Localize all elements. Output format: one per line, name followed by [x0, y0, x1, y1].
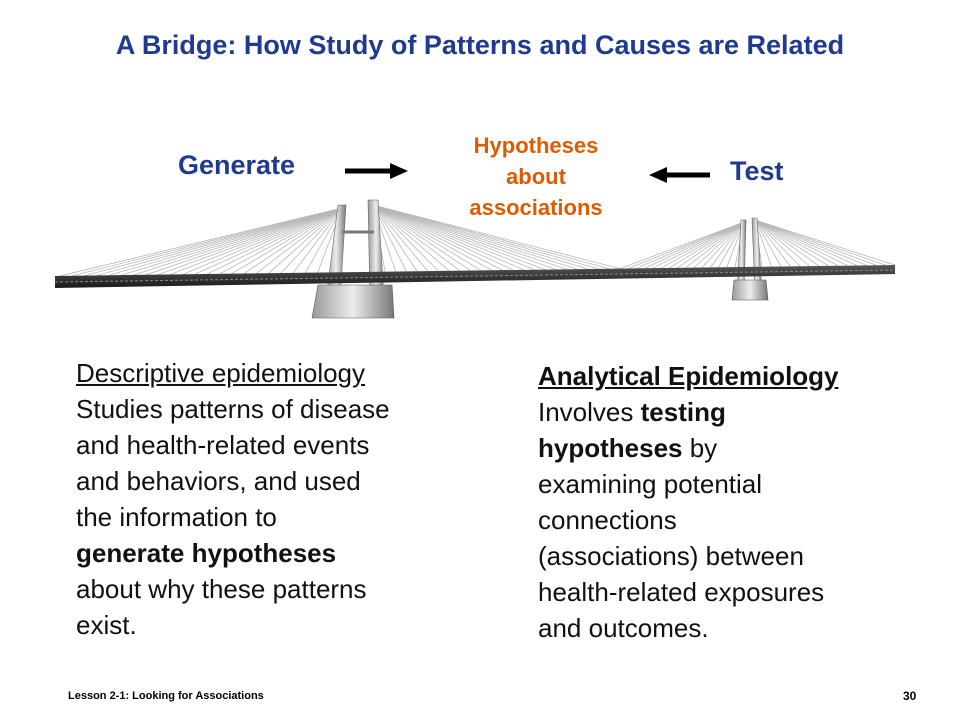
hypotheses-text: hypotheses: [538, 433, 683, 463]
descriptive-line: about why these patterns: [76, 574, 367, 604]
analytical-line: health-related exposures: [538, 577, 825, 607]
by-text: by: [682, 433, 718, 463]
analytical-line: (associations) between: [538, 541, 804, 571]
analytical-line: connections: [538, 505, 677, 535]
analytical-section: [538, 358, 918, 646]
generate-label: Generate: [178, 150, 296, 180]
lesson-footer: Lesson 2-1: Looking for Associations: [68, 690, 264, 702]
hypotheses-line-2: about: [506, 164, 566, 189]
descriptive-section: [76, 355, 476, 643]
arrows: [0, 0, 960, 200]
hypotheses-line-1: Hypotheses: [473, 133, 599, 158]
analytical-line: and outcomes.: [538, 613, 709, 643]
bridge-deck: [55, 265, 895, 288]
page-number: 30: [903, 689, 917, 703]
left-arrow-icon: [649, 167, 710, 183]
analytical-line: [538, 394, 918, 430]
involves-text: Involves: [538, 397, 641, 427]
analytical-line: examining potential: [538, 469, 763, 499]
test-label: Test: [730, 156, 784, 186]
bridge-cables: [60, 205, 895, 276]
analytical-line: [538, 430, 918, 466]
descriptive-line: Studies patterns of disease: [76, 394, 390, 424]
descriptive-line: and health-related events: [76, 430, 370, 460]
bridge-illustration: [0, 195, 960, 325]
descriptive-line: the information to: [76, 502, 277, 532]
descriptive-heading: Descriptive epidemiology: [76, 358, 366, 388]
descriptive-line: exist.: [76, 610, 137, 640]
slide-title: A Bridge: How Study of Patterns and Causes are Related: [115, 30, 845, 60]
analytical-heading: Analytical Epidemiology: [538, 361, 839, 391]
right-arrow-icon: [345, 163, 408, 179]
testing-text: testing: [640, 397, 726, 427]
hypotheses-line-3: associations: [469, 195, 603, 220]
generate-hypotheses-text: generate hypotheses: [76, 538, 337, 568]
descriptive-line: and behaviors, and used: [76, 466, 361, 496]
